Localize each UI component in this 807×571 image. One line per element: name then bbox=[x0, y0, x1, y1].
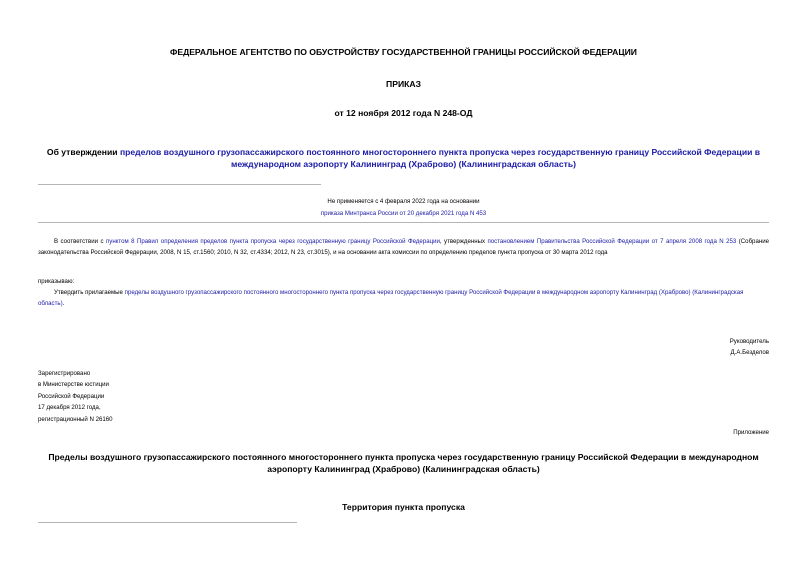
separator-bottom bbox=[38, 522, 297, 523]
p1-decree-link[interactable]: постановлением Правительства Российской Федерации от 7 апреля 2008 года N 253 bbox=[487, 238, 737, 245]
signature-name: Д.А.Безделов bbox=[730, 349, 769, 356]
registration-line: в Министерстве юстиции bbox=[38, 381, 109, 389]
status-note-text: Не применяется с 4 февраля 2022 года на основании bbox=[327, 198, 480, 205]
date-number-title: от 12 ноября 2012 года N 248-ОД bbox=[334, 108, 473, 118]
p3-text-b: . bbox=[62, 300, 65, 307]
p3-text-a: Утвердить прилагаемые bbox=[54, 289, 125, 296]
appendix-label: Приложение bbox=[733, 429, 769, 436]
subject-title bbox=[38, 146, 769, 170]
appendix-title: Пределы воздушного грузопассажирского постоянного многостороннего пункта пропуска через государственную границу Российской Федерации в международном аэропорту Калининград (Храброво) (Калининградская область) bbox=[48, 452, 759, 474]
body-paragraph-3 bbox=[38, 287, 769, 309]
doc-type-title: ПРИКАЗ bbox=[386, 79, 421, 89]
registration-line: 17 декабря 2012 года, bbox=[38, 404, 101, 412]
status-note-link[interactable]: приказа Минтранса России от 20 декабря 2021 года N 453 bbox=[320, 210, 487, 217]
subject-prefix: Об утверждении bbox=[46, 147, 120, 157]
agency-title: ФЕДЕРАЛЬНОЕ АГЕНТСТВО ПО ОБУСТРОЙСТВУ ГОСУДАРСТВЕННОЙ ГРАНИЦЫ РОССИЙСКОЙ ФЕДЕРАЦИИ bbox=[170, 47, 637, 57]
registration-line: регистрационный N 26160 bbox=[38, 415, 113, 423]
separator-full bbox=[38, 222, 769, 223]
status-note-link-row bbox=[38, 208, 769, 220]
section-heading: Территория пункта пропуска bbox=[342, 502, 465, 512]
p3-limits-link[interactable]: пределы воздушного грузопассажирского постоянного многостороннего пункта пропуска через государственную границу Российской Федерации в международном аэропорту Калининград (Храброво) (Калининградская область) bbox=[38, 289, 744, 307]
registration-line: Российской Федерации bbox=[38, 392, 105, 400]
p1-text-a: В соответствии с bbox=[54, 238, 106, 245]
separator-short bbox=[38, 184, 321, 185]
p1-rules-link[interactable]: пунктом 8 Правил определения пределов пункта пропуска через государственную границу Российской Федерации bbox=[105, 238, 440, 245]
body-paragraph-1 bbox=[38, 236, 769, 258]
p1-text-c: (Собрание законодательства Российской Федерации, 2008, N 15, ст.1560; 2010, N 32, ст.4334; 2012, N 23, ст.3015), и на основании акта комиссии по определению пределов пункта пропуска от 30 марта 2012 года bbox=[38, 238, 769, 256]
signature-position: Руководитель bbox=[729, 338, 769, 345]
p1-text-b: , утвержденных bbox=[439, 238, 488, 245]
subject-link[interactable]: пределов воздушного грузопассажирского постоянного многостороннего пункта пропуска через государственную границу Российской Федерации в международном аэропорту Калининград (Храброво) (Калининградская область) bbox=[119, 147, 761, 169]
registration-line: Зарегистрировано bbox=[38, 370, 91, 377]
body-paragraph-2: приказываю: bbox=[38, 278, 75, 285]
